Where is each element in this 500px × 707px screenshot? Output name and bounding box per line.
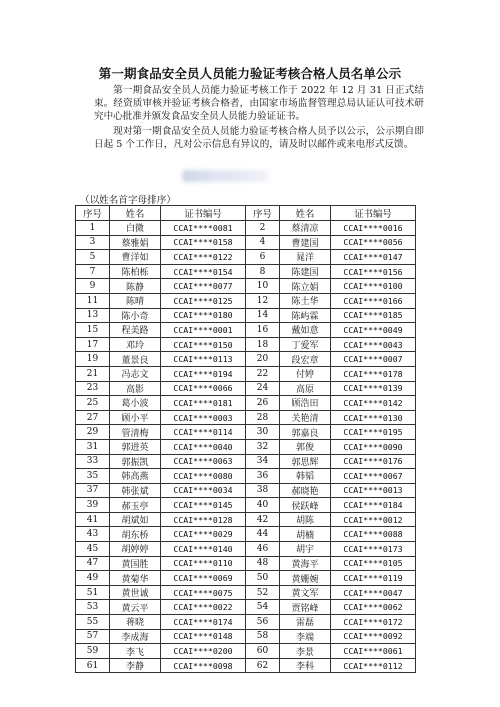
cell-serial: 20 [246,352,280,367]
cell-name: 戴如意 [280,323,331,338]
cell-serial: 46 [246,542,280,557]
cell-certificate-number: CCAI****0049 [331,323,416,338]
header-certificate-number: 证书编号 [331,206,416,221]
cell-certificate-number: CCAI****0061 [331,644,416,659]
cell-name: 陈静 [110,279,161,294]
cell-name: 晁洋 [280,250,331,265]
table-row [76,512,416,527]
cell-serial: 50 [246,571,280,586]
cell-name: 蔡清凉 [280,221,331,236]
cell-serial: 25 [76,396,110,411]
cell-serial: 57 [76,629,110,644]
cell-certificate-number: CCAI****0173 [331,542,416,557]
table-row [76,629,416,644]
cell-name: 陈建国 [280,264,331,279]
cell-certificate-number: CCAI****0092 [331,629,416,644]
cell-serial: 48 [246,556,280,571]
table-row [76,250,416,265]
table-row [76,658,416,673]
table-row [76,600,416,615]
cell-certificate-number: CCAI****0125 [161,293,246,308]
table-row [76,279,416,294]
cell-serial: 12 [246,293,280,308]
cell-serial: 35 [76,469,110,484]
sort-note: （以姓名首字母排序） [80,195,176,206]
table-row [76,542,416,557]
cell-name: 郭进英 [110,439,161,454]
table-row [76,439,416,454]
table-row [76,571,416,586]
cell-serial: 28 [246,410,280,425]
cell-certificate-number: CCAI****0194 [161,366,246,381]
table-body [76,221,416,673]
cell-name: 黄文军 [280,585,331,600]
cell-name: 葛小波 [110,396,161,411]
table-row [76,425,416,440]
qualified-personnel-table [75,205,416,673]
cell-name: 丁爱军 [280,337,331,352]
cell-serial: 52 [246,585,280,600]
cell-certificate-number: CCAI****0156 [331,264,416,279]
cell-name: 陈小奇 [110,308,161,323]
cell-name: 胡楠 [280,527,331,542]
cell-name: 李静 [110,658,161,673]
cell-certificate-number: CCAI****0040 [161,439,246,454]
cell-serial: 54 [246,600,280,615]
cell-serial: 26 [246,396,280,411]
cell-certificate-number: CCAI****0128 [161,512,246,527]
cell-serial: 16 [246,323,280,338]
cell-certificate-number: CCAI****0047 [331,585,416,600]
table-row [76,454,416,469]
cell-name: 顾小平 [110,410,161,425]
cell-name: 白微 [110,221,161,236]
table-row [76,337,416,352]
cell-serial: 10 [246,279,280,294]
cell-serial: 49 [76,571,110,586]
cell-serial: 8 [246,264,280,279]
cell-certificate-number: CCAI****0184 [331,498,416,513]
cell-serial: 24 [246,381,280,396]
header-serial: 序号 [246,206,280,221]
cell-certificate-number: CCAI****0174 [161,615,246,630]
intro-paragraph-text: 第一期食品安全员人员能力验证考核工作于 2022 年 12 月 31 日正式结束。经资质审核并验证考核合格者，由国家市场监督管理总局认证认可技术研究中心批准并颁发食品安全员人员能力验证证书。 [94,85,424,122]
table-row [76,615,416,630]
cell-name: 邓玲 [110,337,161,352]
cell-serial: 34 [246,454,280,469]
cell-certificate-number: CCAI****0029 [161,527,246,542]
table-row [76,352,416,367]
cell-certificate-number: CCAI****0114 [161,425,246,440]
cell-serial: 22 [246,366,280,381]
cell-serial: 40 [246,498,280,513]
cell-certificate-number: CCAI****0012 [331,512,416,527]
cell-certificate-number: CCAI****0185 [331,308,416,323]
table-row [76,221,416,236]
cell-serial: 53 [76,600,110,615]
cell-name: 李科 [280,658,331,673]
cell-serial: 55 [76,615,110,630]
cell-name: 胡宇 [280,542,331,557]
cell-certificate-number: CCAI****0195 [331,425,416,440]
header-certificate-number: 证书编号 [161,206,246,221]
cell-certificate-number: CCAI****0139 [331,381,416,396]
cell-certificate-number: CCAI****0200 [161,644,246,659]
table-row [76,235,416,250]
cell-certificate-number: CCAI****0172 [331,615,416,630]
cell-name: 黄云平 [110,600,161,615]
cell-serial: 21 [76,366,110,381]
cell-certificate-number: CCAI****0063 [161,454,246,469]
cell-name: 李飞 [110,644,161,659]
cell-certificate-number: CCAI****0080 [161,469,246,484]
cell-certificate-number: CCAI****0066 [161,381,246,396]
cell-serial: 18 [246,337,280,352]
header-serial: 序号 [76,206,110,221]
cell-name: 高原 [280,381,331,396]
cell-serial: 7 [76,264,110,279]
page-title: 第一期食品安全员人员能力验证考核合格人员名单公示 [98,66,402,81]
table-row [76,556,416,571]
cell-name: 曹洋如 [110,250,161,265]
table-header-row [76,206,416,221]
cell-serial: 23 [76,381,110,396]
cell-certificate-number: CCAI****0067 [331,469,416,484]
cell-name: 管清梅 [110,425,161,440]
cell-name: 郭嘉良 [280,425,331,440]
cell-certificate-number: CCAI****0077 [161,279,246,294]
cell-name: 郭俊 [280,439,331,454]
cell-certificate-number: CCAI****0081 [161,221,246,236]
cell-certificate-number: CCAI****0178 [331,366,416,381]
cell-serial: 6 [246,250,280,265]
cell-name: 黄世诚 [110,585,161,600]
cell-certificate-number: CCAI****0166 [331,293,416,308]
cell-name: 关艳清 [280,410,331,425]
table-row [76,644,416,659]
cell-serial: 59 [76,644,110,659]
cell-certificate-number: CCAI****0090 [331,439,416,454]
cell-serial: 11 [76,293,110,308]
cell-certificate-number: CCAI****0043 [331,337,416,352]
cell-certificate-number: CCAI****0016 [331,221,416,236]
table-row [76,585,416,600]
table-row [76,366,416,381]
cell-serial: 33 [76,454,110,469]
cell-certificate-number: CCAI****0158 [161,235,246,250]
cell-certificate-number: CCAI****0150 [161,337,246,352]
table-row [76,293,416,308]
cell-name: 韩张斌 [110,483,161,498]
table-row [76,396,416,411]
cell-serial: 41 [76,512,110,527]
cell-certificate-number: CCAI****0013 [331,483,416,498]
cell-name: 曹建国 [280,235,331,250]
table-row [76,323,416,338]
cell-name: 郝晓艳 [280,483,331,498]
cell-certificate-number: CCAI****0034 [161,483,246,498]
cell-name: 贾铭峰 [280,600,331,615]
cell-name: 郝玉亭 [110,498,161,513]
cell-serial: 15 [76,323,110,338]
table-row [76,264,416,279]
cell-certificate-number: CCAI****0075 [161,585,246,600]
cell-name: 胡陈 [280,512,331,527]
cell-certificate-number: CCAI****0154 [161,264,246,279]
cell-name: 陈晴 [110,293,161,308]
cell-certificate-number: CCAI****0098 [161,658,246,673]
cell-name: 胡东桥 [110,527,161,542]
table-row [76,483,416,498]
cell-certificate-number: CCAI****0003 [161,410,246,425]
cell-serial: 58 [246,629,280,644]
cell-serial: 32 [246,439,280,454]
cell-serial: 31 [76,439,110,454]
cell-certificate-number: CCAI****0113 [161,352,246,367]
cell-serial: 47 [76,556,110,571]
cell-certificate-number: CCAI****0145 [161,498,246,513]
cell-serial: 14 [246,308,280,323]
table-row [76,410,416,425]
cell-serial: 44 [246,527,280,542]
cell-name: 郭振凯 [110,454,161,469]
table-row [76,498,416,513]
cell-name: 蔡雅娟 [110,235,161,250]
cell-serial: 38 [246,483,280,498]
cell-certificate-number: CCAI****0147 [331,250,416,265]
cell-certificate-number: CCAI****0088 [331,527,416,542]
cell-serial: 29 [76,425,110,440]
cell-certificate-number: CCAI****0112 [331,658,416,673]
cell-name: 陈土华 [280,293,331,308]
cell-serial: 39 [76,498,110,513]
cell-certificate-number: CCAI****0056 [331,235,416,250]
cell-certificate-number: CCAI****0100 [331,279,416,294]
cell-name: 蒋晓 [110,615,161,630]
cell-serial: 51 [76,585,110,600]
cell-name: 韩韬 [280,469,331,484]
cell-certificate-number: CCAI****0180 [161,308,246,323]
cell-serial: 9 [76,279,110,294]
cell-serial: 56 [246,615,280,630]
cell-name: 董景良 [110,352,161,367]
cell-certificate-number: CCAI****0119 [331,571,416,586]
cell-serial: 30 [246,425,280,440]
cell-certificate-number: CCAI****0130 [331,410,416,425]
cell-certificate-number: CCAI****0148 [161,629,246,644]
cell-name: 陈柏栎 [110,264,161,279]
intro-paragraph [94,84,424,123]
cell-certificate-number: CCAI****0105 [331,556,416,571]
cell-serial: 27 [76,410,110,425]
cell-name: 侯跃峰 [280,498,331,513]
header-name: 姓名 [280,206,331,221]
cell-name: 陈立娟 [280,279,331,294]
cell-serial: 43 [76,527,110,542]
cell-name: 韩高燕 [110,469,161,484]
cell-name: 黄海平 [280,556,331,571]
cell-name: 黄姗婉 [280,571,331,586]
cell-serial: 60 [246,644,280,659]
cell-serial: 62 [246,658,280,673]
cell-serial: 37 [76,483,110,498]
cell-serial: 36 [246,469,280,484]
cell-certificate-number: CCAI****0069 [161,571,246,586]
cell-certificate-number: CCAI****0007 [331,352,416,367]
cell-certificate-number: CCAI****0062 [331,600,416,615]
cell-certificate-number: CCAI****0022 [161,600,246,615]
cell-serial: 4 [246,235,280,250]
cell-name: 胡斌如 [110,512,161,527]
cell-name: 段宏章 [280,352,331,367]
cell-name: 程美路 [110,323,161,338]
cell-certificate-number: CCAI****0181 [161,396,246,411]
cell-serial: 13 [76,308,110,323]
cell-name: 顾浩田 [280,396,331,411]
cell-serial: 3 [76,235,110,250]
header-name: 姓名 [110,206,161,221]
cell-certificate-number: CCAI****0110 [161,556,246,571]
cell-name: 李景 [280,644,331,659]
table-row [76,381,416,396]
table-row [76,527,416,542]
cell-serial: 61 [76,658,110,673]
table-row [76,308,416,323]
cell-name: 陈屿霖 [280,308,331,323]
cell-serial: 2 [246,221,280,236]
cell-name: 付婷 [280,366,331,381]
cell-serial: 17 [76,337,110,352]
table-row [76,469,416,484]
cell-certificate-number: CCAI****0176 [331,454,416,469]
cell-certificate-number: CCAI****0142 [331,396,416,411]
cell-certificate-number: CCAI****0140 [161,542,246,557]
cell-name: 冯志文 [110,366,161,381]
cell-serial: 42 [246,512,280,527]
cell-name: 胡婷婷 [110,542,161,557]
cell-serial: 5 [76,250,110,265]
cell-name: 高影 [110,381,161,396]
cell-name: 黄菊华 [110,571,161,586]
cell-name: 雷磊 [280,615,331,630]
cell-name: 郭思辉 [280,454,331,469]
cell-serial: 45 [76,542,110,557]
cell-name: 李端 [280,629,331,644]
notice-paragraph [94,125,424,151]
cell-certificate-number: CCAI****0001 [161,323,246,338]
cell-name: 李成海 [110,629,161,644]
cell-serial: 1 [76,221,110,236]
cell-serial: 19 [76,352,110,367]
redacted-contact-blur [182,170,268,182]
cell-name: 黄国胜 [110,556,161,571]
notice-paragraph-text: 现对第一期食品安全员人员能力验证考核合格人员予以公示，公示期自即日起 5 个工作日，凡对公示信息有异议的，请及时以邮件或来电形式反馈。 [94,126,424,150]
cell-certificate-number: CCAI****0122 [161,250,246,265]
